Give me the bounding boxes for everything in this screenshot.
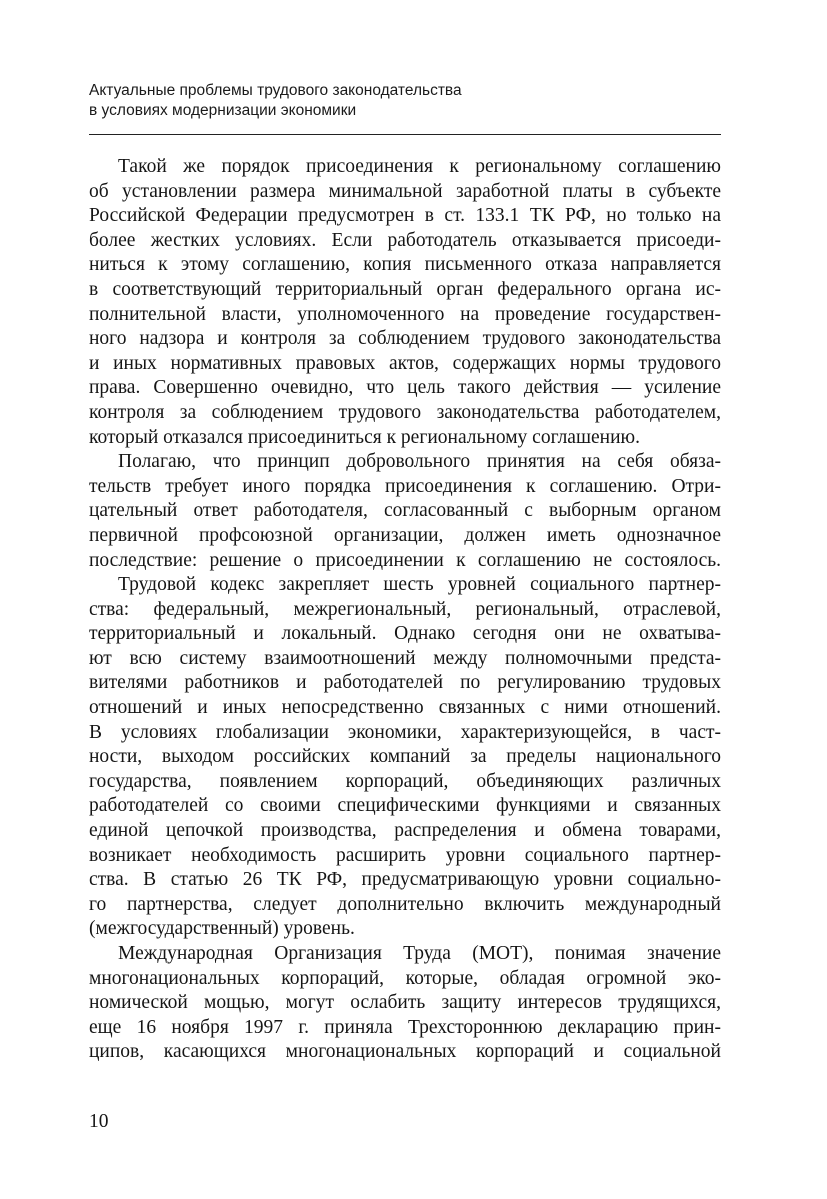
paragraph bbox=[89, 155, 721, 450]
text-line: ства. В статью 26 ТК РФ, предусматривающую уровни социально- bbox=[89, 869, 721, 891]
text-line: ного надзора и контроля за соблюдением трудового законодательства bbox=[89, 328, 721, 350]
text-line: ниться к этому соглашению, копия письменного отказа направляется bbox=[89, 254, 721, 276]
header-divider bbox=[89, 134, 721, 135]
text-line: Полагаю, что принцип добровольного принятия на себя обяза- bbox=[118, 451, 721, 473]
text-line: права. Совершенно очевидно, что цель такого действия — усиление bbox=[89, 377, 721, 399]
text-line: отношений и иных непосредственно связанных с ними отношений. bbox=[89, 697, 721, 719]
text-line: Международная Организация Труда (МОТ), понимая значение bbox=[118, 943, 721, 964]
text-line: ципов, касающихся многонациональных корпораций и социальной bbox=[89, 1041, 721, 1063]
paragraph bbox=[89, 942, 721, 1065]
text-line: контроля за соблюдением трудового законодательства работодателем, bbox=[89, 401, 721, 423]
text-line: ности, выходом российских компаний за пределы национального bbox=[89, 746, 721, 768]
text-line: более жестких условиях. Если работодатель отказывается присоеди- bbox=[89, 229, 721, 251]
text-line: Российской Федерации предусмотрен в ст. 133.1 ТК РФ, но только на bbox=[89, 205, 721, 227]
paragraph bbox=[89, 450, 721, 573]
text-line: го партнерства, следует дополнительно включить международный bbox=[89, 893, 721, 915]
text-line: Трудовой кодекс закрепляет шесть уровней социального партнер- bbox=[118, 574, 721, 596]
body-text bbox=[89, 155, 721, 1065]
text-line: возникает необходимость расширить уровни социального партнер- bbox=[89, 844, 721, 866]
running-head-line-1: Актуальные проблемы трудового законодательства bbox=[89, 82, 462, 99]
page-number: 10 bbox=[89, 1111, 109, 1132]
text-line: вителями работников и работодателей по регулированию трудовых bbox=[89, 672, 721, 694]
text-line: Такой же порядок присоединения к региональному соглашению bbox=[118, 156, 721, 177]
text-line: территориальный и локальный. Однако сегодня они не охватыва- bbox=[89, 623, 721, 645]
text-line: в соответствующий территориальный орган федерального органа ис- bbox=[89, 278, 721, 300]
running-head bbox=[89, 81, 729, 121]
text-line: ства: федеральный, межрегиональный, региональный, отраслевой, bbox=[89, 598, 721, 620]
text-line: который отказался присоединиться к региональному соглашению. bbox=[89, 426, 640, 448]
text-line: ют всю систему взаимоотношений между полномочными предста- bbox=[89, 647, 721, 669]
text-line: еще 16 ноября 1997 г. приняла Трехстороннюю декларацию прин- bbox=[89, 1016, 721, 1038]
text-line: (межгосударственный) уровень. bbox=[89, 918, 355, 940]
text-line: работодателей со своими специфическими функциями и связанных bbox=[89, 795, 721, 817]
text-line: об установлении размера минимальной заработной платы в субъекте bbox=[89, 180, 721, 202]
text-line: государства, появлением корпораций, объединяющих различных bbox=[89, 770, 721, 792]
text-line: В условиях глобализации экономики, характеризующейся, в част- bbox=[89, 721, 721, 743]
text-line: многонациональных корпораций, которые, обладая огромной эко- bbox=[89, 967, 721, 989]
running-head-line-2: в условиях модернизации экономики bbox=[89, 102, 357, 119]
text-line: первичной профсоюзной организации, должен иметь однозначное bbox=[89, 524, 721, 546]
text-line: номической мощью, могут ослабить защиту интересов трудящихся, bbox=[89, 992, 721, 1014]
text-line: последствие: решение о присоединении к соглашению не состоялось. bbox=[89, 549, 721, 571]
text-line: и иных нормативных правовых актов, содержащих нормы трудового bbox=[89, 352, 721, 374]
text-line: цательный ответ работодателя, согласованный с выборным органом bbox=[89, 500, 721, 522]
text-line: тельств требует иного порядка присоединения к соглашению. Отри- bbox=[89, 475, 721, 497]
text-line: единой цепочкой производства, распределения и обмена товарами, bbox=[89, 820, 721, 842]
text-line: полнительной власти, уполномоченного на проведение государствен- bbox=[89, 303, 721, 325]
paragraph bbox=[89, 573, 721, 942]
